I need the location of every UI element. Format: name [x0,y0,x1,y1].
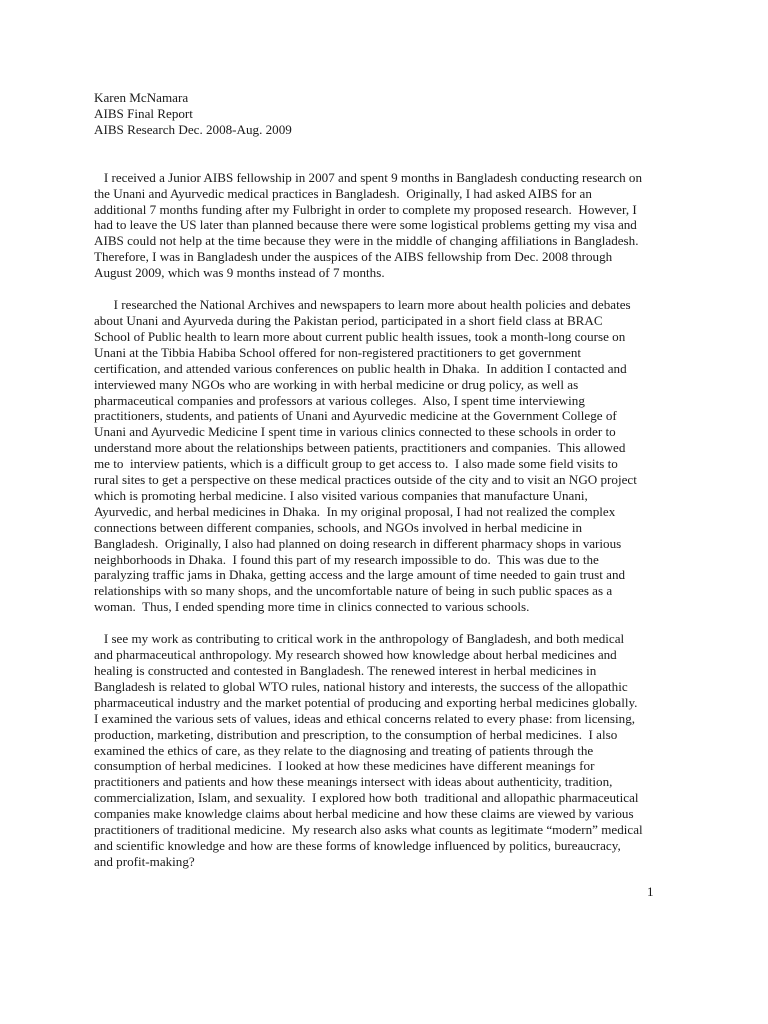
text-line: commercialization, Islam, and sexuality. I explored how both traditional and allopathic pharmaceutical [94,790,639,806]
text-line: interviewed many NGOs who are working in with herbal medicine or drug policy, as well as [94,376,579,392]
text-line: practitioners of traditional medicine. My research also asks what counts as legitimate “modern” medical [94,822,643,838]
text-line: certification, and attended various conferences on public health in Dhaka. In addition I contacted and [94,360,627,376]
document-page [94,90,676,886]
author-name: Karen McNamara [94,90,189,105]
text-line: pharmaceutical companies and professors at various colleges. Also, I spent time interviewing [94,392,585,408]
text-line: which is promoting herbal medicine. I also visited various companies that manufacture Unani, [94,487,588,503]
text-line: woman. Thus, I ended spending more time in clinics connected to various schools. [94,599,530,615]
research-period: AIBS Research Dec. 2008-Aug. 2009 [94,121,292,137]
text-line: and pharmaceutical anthropology. My research showed how knowledge about herbal medicines and [94,647,617,663]
text-line: I received a Junior AIBS fellowship in 2007 and spent 9 months in Bangladesh conducting research on [94,169,643,185]
text-line: production, marketing, distribution and prescription, to the consumption of herbal medicines. I also [94,726,618,742]
text-line: about Unani and Ayurveda during the Pakistan period, participated in a short field class at BRAC [94,312,603,328]
text-line: I see my work as contributing to critical work in the anthropology of Bangladesh, and both medical [94,631,625,647]
text-line: neighborhoods in Dhaka. I found this part of my research impossible to do. This was due to the [94,551,599,567]
text-line: additional 7 months funding after my Fulbright in order to complete my proposed research. However, I [94,201,637,217]
text-line: pharmaceutical industry and the market potential of producing and exporting herbal medicines globally. [94,694,638,710]
text-line: August 2009, which was 9 months instead of 7 months. [94,265,385,281]
text-line: and scientific knowledge and how are these forms of knowledge influenced by politics, bureaucracy, [94,837,621,853]
text-line: me to interview patients, which is a difficult group to get access to. I also made some field visits to [94,456,618,472]
text-line: rural sites to get a perspective on these medical practices outside of the city and to visit an NGO project [94,472,637,488]
paragraph-research-activities [94,297,676,615]
paragraph-fellowship [94,170,676,281]
text-line: School of Public health to learn more about current public health issues, took a month-long course on [94,328,626,344]
report-title: AIBS Final Report [94,105,193,121]
text-line: paralyzing traffic jams in Dhaka, getting access and the large amount of time needed to gain trust and [94,567,626,583]
text-line: Therefore, I was in Bangladesh under the auspices of the AIBS fellowship from Dec. 2008 through [94,249,613,265]
text-line: practitioners and patients and how these meanings intersect with ideas about authenticity, tradition, [94,774,613,790]
text-line: and profit-making? [94,853,195,869]
text-line: the Unani and Ayurvedic medical practices in Bangladesh. Originally, I had asked AIBS for an [94,185,592,201]
text-line: healing is constructed and contested in Bangladesh. The renewed interest in herbal medicines in [94,663,597,678]
paragraph-contribution [94,631,676,870]
text-line: relationships with so many shops, and the uncomfortable nature of being in such public spaces as a [94,583,613,599]
page-number: 1 [647,884,654,899]
text-line: Unani at the Tibbia Habiba School offered for non-registered practitioners to get government [94,344,582,360]
text-line: examined the ethics of care, as they relate to the diagnosing and treating of patients through the [94,742,594,758]
text-line: connections between different companies, schools, and NGOs involved in herbal medicine in [94,519,583,535]
text-line: companies make knowledge claims about herbal medicine and how these claims are viewed by various [94,806,634,822]
text-line: Bangladesh. Originally, I also had planned on doing research in different pharmacy shops in various [94,535,622,551]
text-line: had to leave the US later than planned because there were some logistical problems getting my visa and [94,217,637,233]
text-line: I researched the National Archives and newspapers to learn more about health policies and debates [94,297,631,313]
text-line: Unani and Ayurvedic Medicine I spent time in various clinics connected to these schools in order to [94,424,616,440]
text-line: Bangladesh is related to global WTO rules, national history and interests, the success of the allopathic [94,678,628,694]
text-line: AIBS could not help at the time because they were in the middle of changing affiliations in Bangladesh. [94,233,639,249]
report-header [94,90,676,138]
text-line: practitioners, students, and patients of Unani and Ayurvedic medicine at the Government College of [94,408,617,424]
text-line: I examined the various sets of values, ideas and ethical concerns related to every phase: from licensing, [94,710,636,726]
text-line: understand more about the relationships between patients, practitioners and companies. This allowed [94,440,626,456]
text-line: Ayurvedic, and herbal medicines in Dhaka. In my original proposal, I had not realized the complex [94,503,616,519]
text-line: consumption of herbal medicines. I looked at how these medicines have different meanings for [94,758,595,774]
